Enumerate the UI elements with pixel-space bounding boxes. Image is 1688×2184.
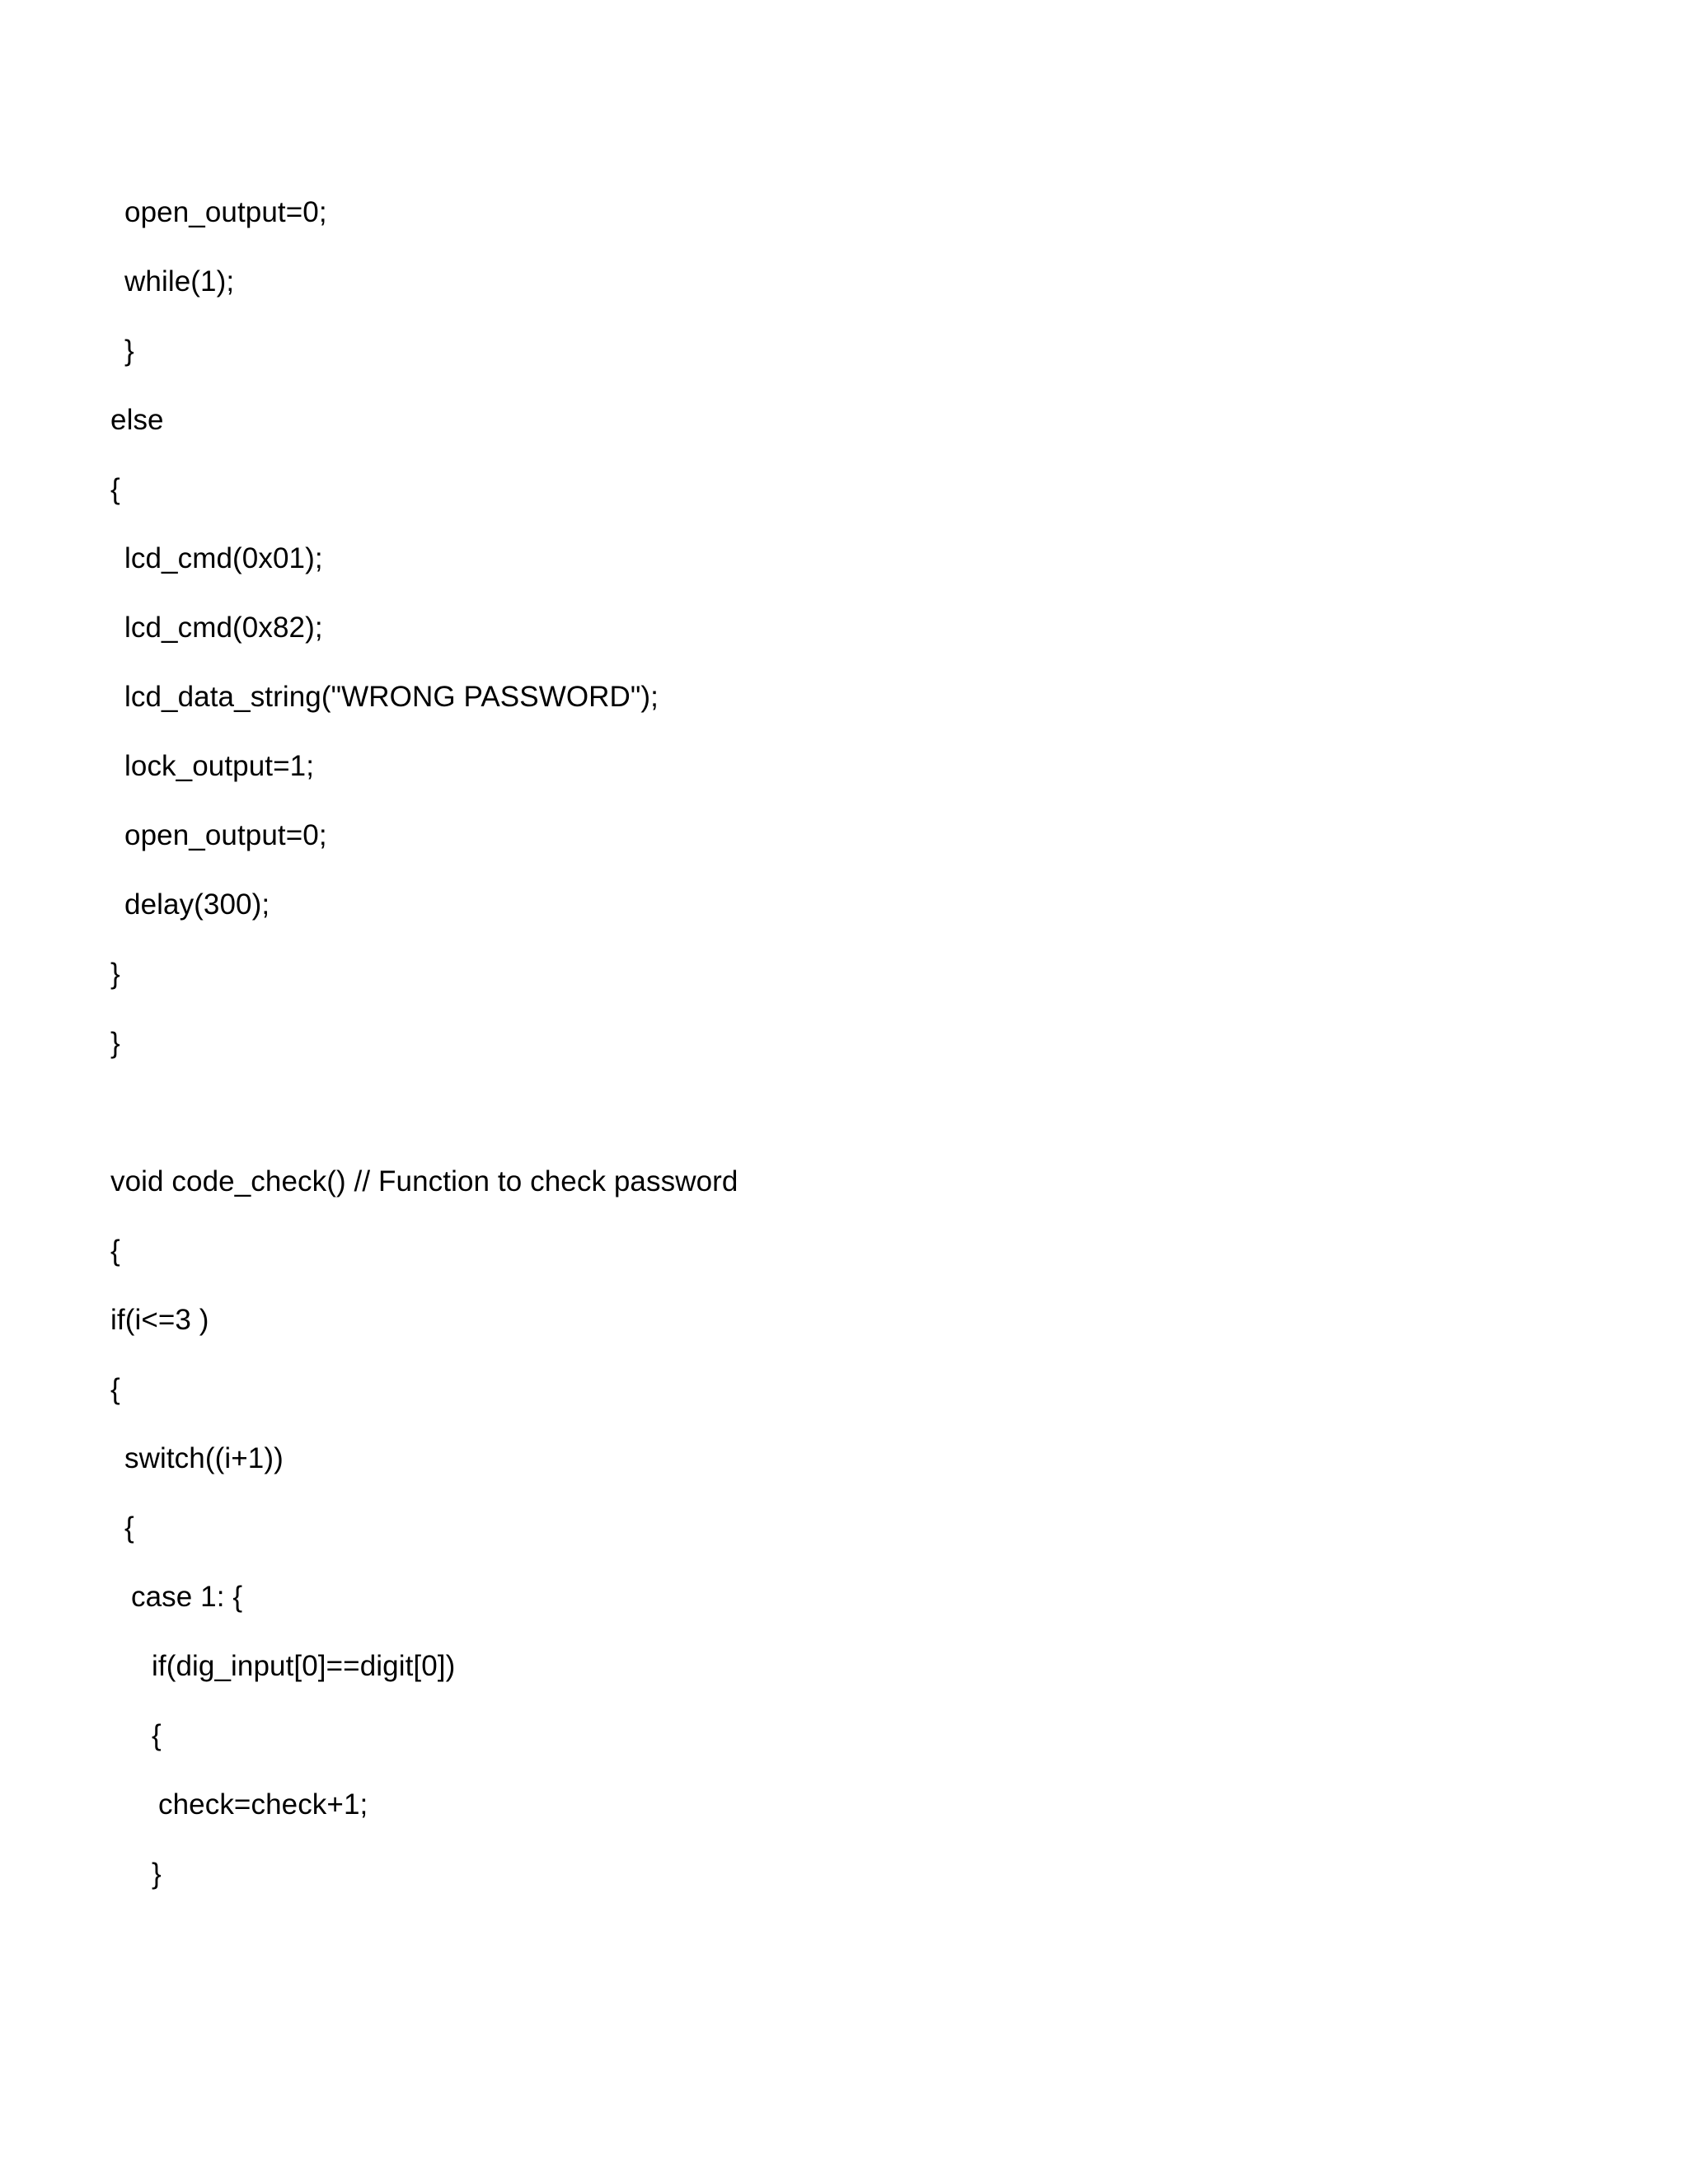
code-line: } [124, 335, 134, 367]
code-line: case 1: { [131, 1581, 243, 1613]
code-line: lcd_cmd(0x82); [124, 612, 323, 644]
code-line: } [110, 958, 120, 990]
code-line: void code_check() // Function to check password [110, 1165, 738, 1197]
code-line: lock_output=1; [124, 750, 315, 782]
code-line: lcd_data_string("WRONG PASSWORD"); [124, 681, 659, 713]
code-line: { [110, 1373, 120, 1405]
code-line: if(dig_input[0]==digit[0]) [152, 1650, 456, 1682]
code-line: open_output=0; [124, 196, 327, 228]
code-line: check=check+1; [158, 1788, 368, 1821]
code-line: { [124, 1511, 134, 1544]
code-line: } [110, 1027, 120, 1059]
code-line: lcd_cmd(0x01); [124, 542, 323, 574]
code-line: open_output=0; [124, 819, 327, 851]
code-line: { [110, 473, 120, 505]
code-line: { [152, 1719, 162, 1751]
code-line: delay(300); [124, 888, 270, 921]
code-line: { [110, 1235, 120, 1267]
code-line: while(1); [124, 265, 235, 298]
code-line: if(i<=3 ) [110, 1304, 209, 1336]
code-line: else [110, 404, 164, 436]
code-line: } [152, 1858, 162, 1890]
code-line: switch((i+1)) [124, 1442, 284, 1474]
